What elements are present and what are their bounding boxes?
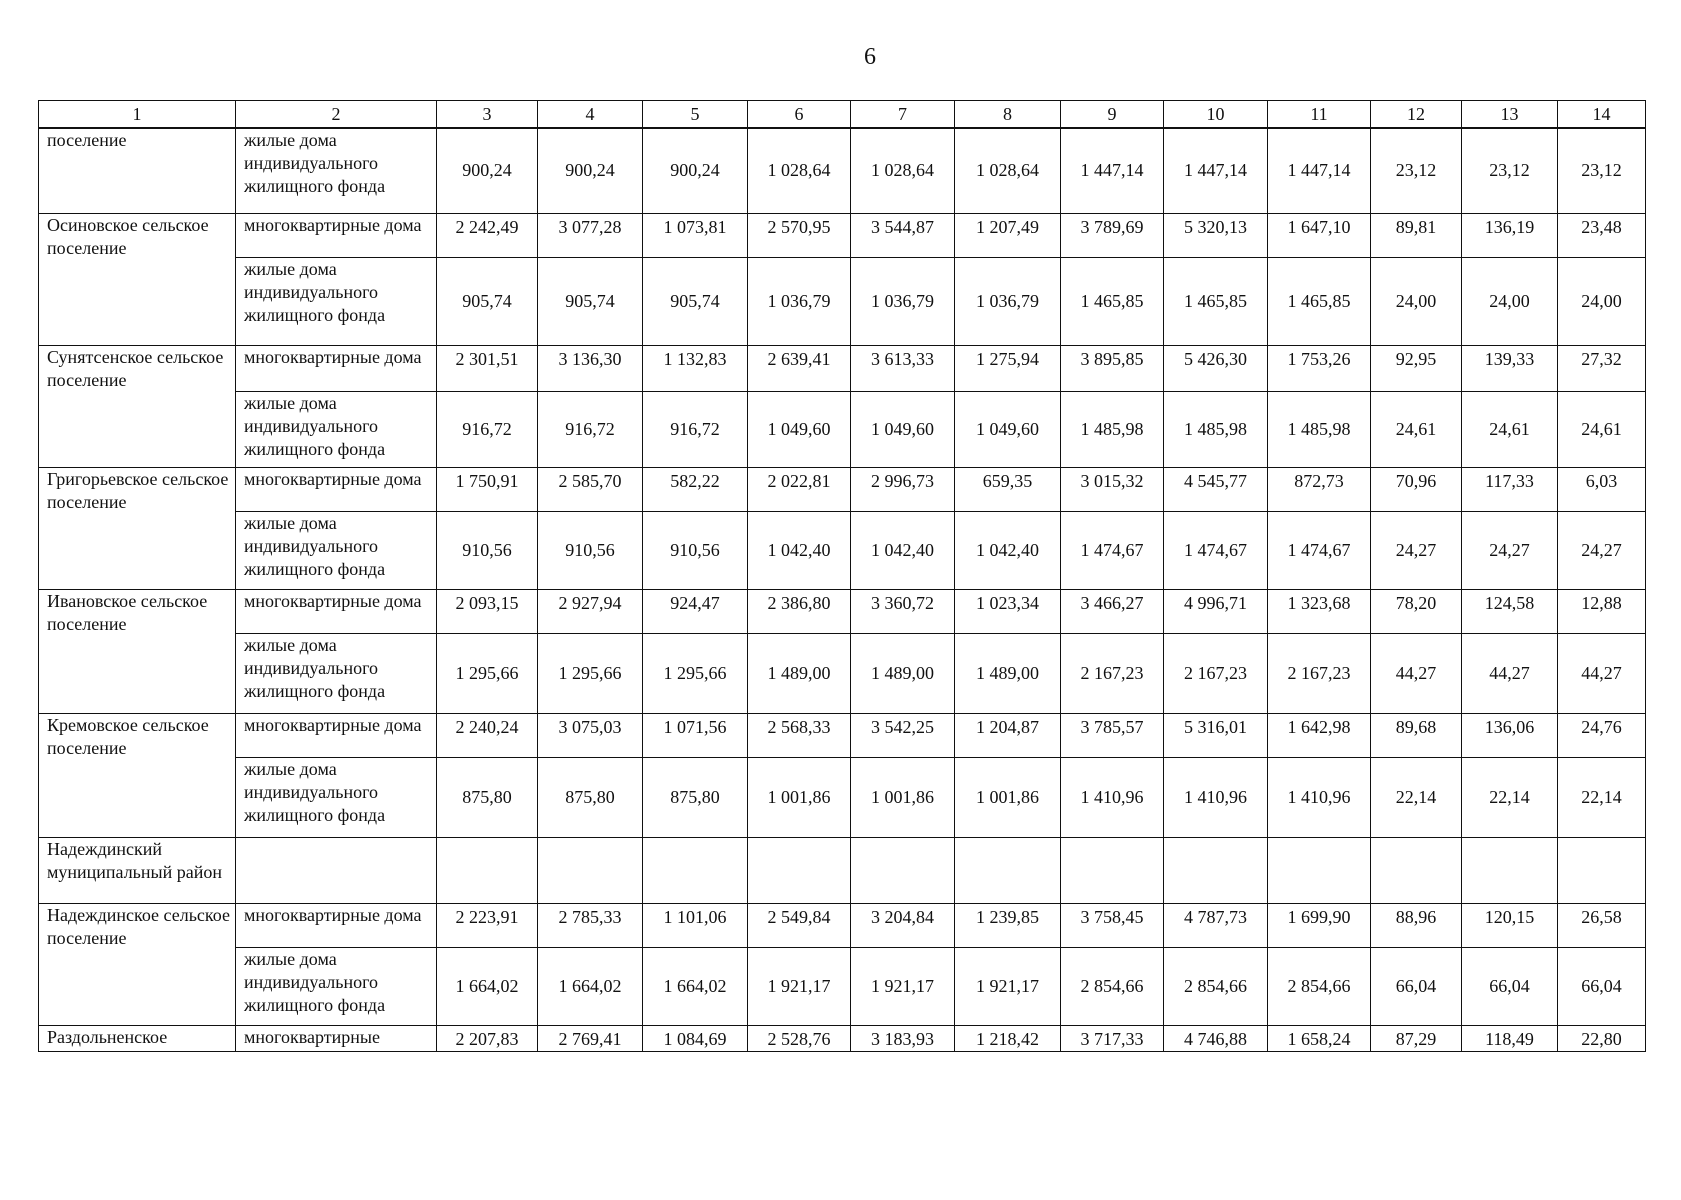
tariff-value-cell: 1 028,64	[851, 128, 955, 213]
tariff-value-cell: 875,80	[538, 757, 643, 837]
tariff-value-cell: 2 568,33	[748, 713, 851, 757]
tariff-value-cell	[643, 837, 748, 903]
table-row	[39, 345, 1646, 391]
page-number: 6	[864, 44, 876, 70]
tariff-value-cell: 1 132,83	[643, 345, 748, 391]
table-row	[39, 633, 1646, 713]
tariff-value-cell: 1 295,66	[437, 633, 538, 713]
housing-type-cell: многоквартирные дома	[236, 903, 437, 947]
tariff-value-cell: 88,96	[1371, 903, 1462, 947]
tariff-value-cell: 2 022,81	[748, 467, 851, 511]
tariff-value-cell: 924,47	[643, 589, 748, 633]
tariff-value-cell: 24,00	[1558, 257, 1646, 345]
tariff-value-cell: 1 921,17	[748, 947, 851, 1025]
tariff-value-cell: 900,24	[643, 128, 748, 213]
tariff-value-cell: 900,24	[437, 128, 538, 213]
tariff-value-cell: 2 242,49	[437, 213, 538, 257]
tariff-value-cell: 1 204,87	[955, 713, 1061, 757]
settlement-cell: Григорьевское сельское поселение	[39, 467, 236, 589]
table-row	[39, 837, 1646, 903]
housing-type-cell: многоквартирные	[236, 1025, 437, 1051]
tariff-value-cell: 2 528,76	[748, 1025, 851, 1051]
tariff-value-cell: 3 183,93	[851, 1025, 955, 1051]
tariff-value-cell	[1558, 837, 1646, 903]
tariff-value-cell: 1 447,14	[1164, 128, 1268, 213]
tariff-value-cell: 659,35	[955, 467, 1061, 511]
tariff-value-cell: 1 465,85	[1164, 257, 1268, 345]
tariff-value-cell: 872,73	[1268, 467, 1371, 511]
tariff-value-cell: 2 207,83	[437, 1025, 538, 1051]
tariff-value-cell: 1 036,79	[748, 257, 851, 345]
table-header-row	[39, 101, 1646, 129]
tariff-value-cell: 1 921,17	[955, 947, 1061, 1025]
tariff-value-cell	[1268, 837, 1371, 903]
table-row	[39, 213, 1646, 257]
tariff-value-cell: 1 664,02	[538, 947, 643, 1025]
tariff-value-cell: 910,56	[538, 511, 643, 589]
tariff-value-cell: 916,72	[437, 391, 538, 467]
settlement-cell: Кремовское сельское поселение	[39, 713, 236, 837]
housing-type-cell: многоквартирные дома	[236, 467, 437, 511]
tariff-value-cell: 2 585,70	[538, 467, 643, 511]
tariff-value-cell: 117,33	[1462, 467, 1558, 511]
housing-type-cell: жилые дома индивидуального жилищного фонда	[236, 633, 437, 713]
table-row	[39, 589, 1646, 633]
tariff-value-cell: 1 465,85	[1268, 257, 1371, 345]
column-header: 1	[39, 101, 236, 129]
tariff-value-cell: 2 386,80	[748, 589, 851, 633]
tariff-value-cell: 6,03	[1558, 467, 1646, 511]
tariff-value-cell: 905,74	[437, 257, 538, 345]
tariff-value-cell: 2 854,66	[1268, 947, 1371, 1025]
tariff-value-cell: 905,74	[538, 257, 643, 345]
tariff-value-cell: 23,12	[1462, 128, 1558, 213]
tariff-value-cell: 26,58	[1558, 903, 1646, 947]
column-header: 13	[1462, 101, 1558, 129]
tariff-value-cell: 1 410,96	[1268, 757, 1371, 837]
tariff-value-cell	[748, 837, 851, 903]
column-header: 14	[1558, 101, 1646, 129]
tariff-value-cell: 1 001,86	[748, 757, 851, 837]
table-row	[39, 947, 1646, 1025]
tariff-value-cell: 1 036,79	[955, 257, 1061, 345]
column-header: 12	[1371, 101, 1462, 129]
column-header: 3	[437, 101, 538, 129]
tariff-value-cell	[1061, 837, 1164, 903]
tariff-value-cell: 1 028,64	[748, 128, 851, 213]
tariff-value-cell: 1 042,40	[748, 511, 851, 589]
tariff-value-cell: 24,61	[1558, 391, 1646, 467]
housing-type-cell: жилые дома индивидуального жилищного фонда	[236, 128, 437, 213]
tariff-value-cell: 3 895,85	[1061, 345, 1164, 391]
tariff-value-cell: 875,80	[437, 757, 538, 837]
tariff-value-cell: 2 854,66	[1164, 947, 1268, 1025]
tariff-value-cell: 1 447,14	[1061, 128, 1164, 213]
tariff-value-cell	[851, 837, 955, 903]
tariff-value-cell: 1 647,10	[1268, 213, 1371, 257]
tariff-value-cell: 1 042,40	[955, 511, 1061, 589]
tariff-value-cell: 1 664,02	[437, 947, 538, 1025]
settlement-cell: Раздольненское	[39, 1025, 236, 1051]
table-row	[39, 128, 1646, 213]
housing-type-cell: жилые дома индивидуального жилищного фонда	[236, 391, 437, 467]
tariff-value-cell: 1 323,68	[1268, 589, 1371, 633]
tariff-value-cell: 1 001,86	[851, 757, 955, 837]
tariff-value-cell: 5 426,30	[1164, 345, 1268, 391]
tariff-value-cell: 1 753,26	[1268, 345, 1371, 391]
tariff-value-cell: 2 639,41	[748, 345, 851, 391]
column-header: 2	[236, 101, 437, 129]
tariff-value-cell: 2 769,41	[538, 1025, 643, 1051]
settlement-cell: Надеждинское сельское поселение	[39, 903, 236, 1025]
tariff-value-cell: 1 071,56	[643, 713, 748, 757]
tariff-value-cell: 4 746,88	[1164, 1025, 1268, 1051]
tariff-value-cell: 582,22	[643, 467, 748, 511]
column-header: 8	[955, 101, 1061, 129]
tariff-value-cell: 3 717,33	[1061, 1025, 1164, 1051]
tariff-value-cell: 3 466,27	[1061, 589, 1164, 633]
tariff-value-cell: 2 785,33	[538, 903, 643, 947]
tariff-value-cell: 118,49	[1462, 1025, 1558, 1051]
column-header: 11	[1268, 101, 1371, 129]
tariff-value-cell	[1371, 837, 1462, 903]
tariff-value-cell: 1 699,90	[1268, 903, 1371, 947]
tariff-value-cell: 136,19	[1462, 213, 1558, 257]
tariff-value-cell	[437, 837, 538, 903]
tariff-value-cell: 1 465,85	[1061, 257, 1164, 345]
tariff-value-cell: 139,33	[1462, 345, 1558, 391]
housing-type-cell: многоквартирные дома	[236, 713, 437, 757]
settlement-cell: Надеждинский муниципальный район	[39, 837, 236, 903]
tariff-value-cell: 70,96	[1371, 467, 1462, 511]
tariff-value-cell: 24,00	[1371, 257, 1462, 345]
tariff-value-cell: 1 642,98	[1268, 713, 1371, 757]
tariff-value-cell: 1 207,49	[955, 213, 1061, 257]
settlement-cell: Ивановское сельское поселение	[39, 589, 236, 713]
housing-type-cell: многоквартирные дома	[236, 213, 437, 257]
tariff-value-cell: 3 360,72	[851, 589, 955, 633]
tariff-value-cell: 3 544,87	[851, 213, 955, 257]
tariff-value-cell: 3 789,69	[1061, 213, 1164, 257]
tariff-value-cell: 916,72	[538, 391, 643, 467]
tariff-value-cell: 22,14	[1371, 757, 1462, 837]
tariff-value-cell: 92,95	[1371, 345, 1462, 391]
tariff-value-cell: 3 015,32	[1061, 467, 1164, 511]
tariff-value-cell: 905,74	[643, 257, 748, 345]
tariff-value-cell: 24,61	[1462, 391, 1558, 467]
table-row	[39, 1025, 1646, 1051]
tariff-value-cell: 22,14	[1558, 757, 1646, 837]
tariff-value-cell: 23,12	[1371, 128, 1462, 213]
tariff-value-cell: 1 001,86	[955, 757, 1061, 837]
tariff-value-cell: 1 295,66	[643, 633, 748, 713]
tariff-value-cell: 1 023,34	[955, 589, 1061, 633]
tariff-value-cell: 24,61	[1371, 391, 1462, 467]
tariff-value-cell: 2 927,94	[538, 589, 643, 633]
housing-type-cell: многоквартирные дома	[236, 589, 437, 633]
housing-type-cell: жилые дома индивидуального жилищного фонда	[236, 947, 437, 1025]
tariff-value-cell: 900,24	[538, 128, 643, 213]
table-row	[39, 511, 1646, 589]
tariff-value-cell: 1 049,60	[955, 391, 1061, 467]
tariff-value-cell: 24,76	[1558, 713, 1646, 757]
tariff-value-cell: 1 239,85	[955, 903, 1061, 947]
housing-type-cell: жилые дома индивидуального жилищного фонда	[236, 757, 437, 837]
tariff-value-cell: 5 320,13	[1164, 213, 1268, 257]
tariff-value-cell: 27,32	[1558, 345, 1646, 391]
tariff-value-cell: 2 223,91	[437, 903, 538, 947]
tariff-value-cell: 1 042,40	[851, 511, 955, 589]
tariff-value-cell: 2 570,95	[748, 213, 851, 257]
tariff-value-cell: 1 489,00	[955, 633, 1061, 713]
tariff-value-cell: 22,14	[1462, 757, 1558, 837]
tariff-value-cell: 1 049,60	[748, 391, 851, 467]
tariff-value-cell: 2 167,23	[1268, 633, 1371, 713]
column-header: 6	[748, 101, 851, 129]
tariff-value-cell: 2 093,15	[437, 589, 538, 633]
tariff-value-cell: 2 240,24	[437, 713, 538, 757]
tariff-value-cell: 5 316,01	[1164, 713, 1268, 757]
tariff-value-cell: 1 921,17	[851, 947, 955, 1025]
tariff-value-cell: 24,00	[1462, 257, 1558, 345]
column-header: 9	[1061, 101, 1164, 129]
tariff-table	[38, 100, 1646, 1052]
table-row	[39, 903, 1646, 947]
tariff-value-cell: 1 489,00	[851, 633, 955, 713]
tariff-value-cell: 23,12	[1558, 128, 1646, 213]
tariff-value-cell: 124,58	[1462, 589, 1558, 633]
tariff-value-cell: 1 036,79	[851, 257, 955, 345]
tariff-value-cell: 12,88	[1558, 589, 1646, 633]
housing-type-cell: жилые дома индивидуального жилищного фонда	[236, 511, 437, 589]
column-header: 4	[538, 101, 643, 129]
tariff-value-cell: 3 758,45	[1061, 903, 1164, 947]
tariff-value-cell: 3 077,28	[538, 213, 643, 257]
column-header: 7	[851, 101, 955, 129]
tariff-value-cell: 3 204,84	[851, 903, 955, 947]
tariff-value-cell: 1 485,98	[1061, 391, 1164, 467]
tariff-value-cell: 1 218,42	[955, 1025, 1061, 1051]
tariff-value-cell: 44,27	[1371, 633, 1462, 713]
tariff-value-cell: 66,04	[1371, 947, 1462, 1025]
tariff-value-cell: 2 996,73	[851, 467, 955, 511]
tariff-value-cell: 4 996,71	[1164, 589, 1268, 633]
tariff-value-cell: 2 167,23	[1164, 633, 1268, 713]
column-header: 5	[643, 101, 748, 129]
tariff-value-cell: 44,27	[1558, 633, 1646, 713]
tariff-value-cell: 66,04	[1558, 947, 1646, 1025]
tariff-value-cell: 87,29	[1371, 1025, 1462, 1051]
tariff-value-cell: 24,27	[1558, 511, 1646, 589]
tariff-value-cell: 4 787,73	[1164, 903, 1268, 947]
table-row	[39, 713, 1646, 757]
tariff-value-cell	[1164, 837, 1268, 903]
tariff-value-cell	[1462, 837, 1558, 903]
tariff-value-cell: 89,81	[1371, 213, 1462, 257]
tariff-value-cell: 23,48	[1558, 213, 1646, 257]
tariff-value-cell: 4 545,77	[1164, 467, 1268, 511]
tariff-value-cell: 1 295,66	[538, 633, 643, 713]
table-row	[39, 467, 1646, 511]
tariff-value-cell: 916,72	[643, 391, 748, 467]
tariff-value-cell: 1 489,00	[748, 633, 851, 713]
table-row	[39, 257, 1646, 345]
tariff-value-cell: 1 073,81	[643, 213, 748, 257]
tariff-value-cell: 78,20	[1371, 589, 1462, 633]
tariff-value-cell: 1 485,98	[1164, 391, 1268, 467]
tariff-value-cell: 1 447,14	[1268, 128, 1371, 213]
tariff-value-cell: 89,68	[1371, 713, 1462, 757]
tariff-value-cell: 1 474,67	[1061, 511, 1164, 589]
settlement-cell: Осиновское сельское поселение	[39, 213, 236, 345]
settlement-cell: поселение	[39, 128, 236, 213]
tariff-value-cell: 22,80	[1558, 1025, 1646, 1051]
tariff-value-cell: 3 542,25	[851, 713, 955, 757]
tariff-value-cell: 1 474,67	[1268, 511, 1371, 589]
tariff-value-cell: 2 301,51	[437, 345, 538, 391]
table-row	[39, 391, 1646, 467]
tariff-value-cell: 3 613,33	[851, 345, 955, 391]
tariff-value-cell: 24,27	[1371, 511, 1462, 589]
tariff-value-cell	[538, 837, 643, 903]
tariff-value-cell: 44,27	[1462, 633, 1558, 713]
tariff-value-cell: 910,56	[437, 511, 538, 589]
tariff-value-cell: 3 785,57	[1061, 713, 1164, 757]
tariff-value-cell: 1 028,64	[955, 128, 1061, 213]
tariff-value-cell: 1 474,67	[1164, 511, 1268, 589]
tariff-value-cell: 1 275,94	[955, 345, 1061, 391]
tariff-value-cell: 2 854,66	[1061, 947, 1164, 1025]
tariff-value-cell: 1 750,91	[437, 467, 538, 511]
tariff-value-cell: 1 664,02	[643, 947, 748, 1025]
tariff-value-cell: 1 084,69	[643, 1025, 748, 1051]
tariff-value-cell: 66,04	[1462, 947, 1558, 1025]
tariff-value-cell: 1 658,24	[1268, 1025, 1371, 1051]
tariff-value-cell: 1 485,98	[1268, 391, 1371, 467]
tariff-value-cell: 1 410,96	[1061, 757, 1164, 837]
housing-type-cell	[236, 837, 437, 903]
tariff-value-cell: 875,80	[643, 757, 748, 837]
tariff-value-cell: 3 136,30	[538, 345, 643, 391]
tariff-value-cell: 2 167,23	[1061, 633, 1164, 713]
settlement-cell: Сунятсенское сельское поселение	[39, 345, 236, 467]
housing-type-cell: жилые дома индивидуального жилищного фонда	[236, 257, 437, 345]
tariff-value-cell	[955, 837, 1061, 903]
tariff-value-cell: 1 049,60	[851, 391, 955, 467]
tariff-value-cell: 1 410,96	[1164, 757, 1268, 837]
tariff-value-cell: 1 101,06	[643, 903, 748, 947]
tariff-value-cell: 910,56	[643, 511, 748, 589]
tariff-value-cell: 3 075,03	[538, 713, 643, 757]
column-header: 10	[1164, 101, 1268, 129]
tariff-value-cell: 2 549,84	[748, 903, 851, 947]
tariff-value-cell: 136,06	[1462, 713, 1558, 757]
tariff-value-cell: 120,15	[1462, 903, 1558, 947]
housing-type-cell: многоквартирные дома	[236, 345, 437, 391]
tariff-value-cell: 24,27	[1462, 511, 1558, 589]
table-row	[39, 757, 1646, 837]
